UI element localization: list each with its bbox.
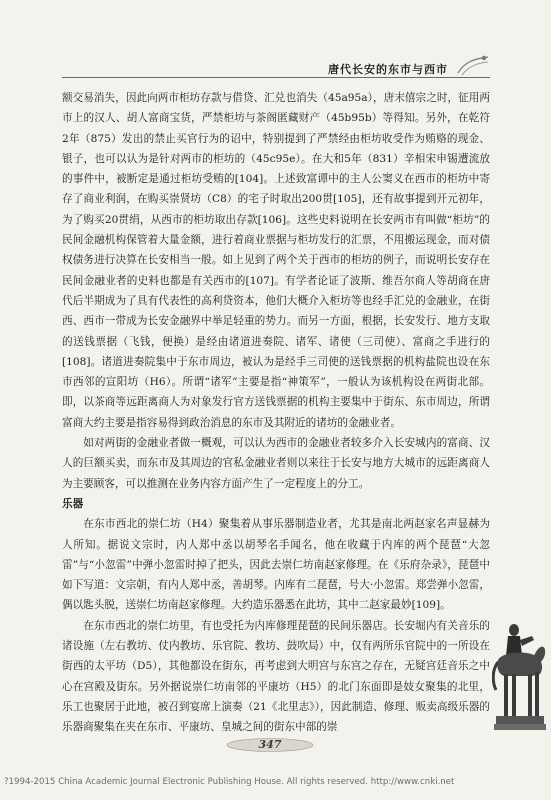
paragraph-1: 额交易消失，因此向两市柜坊存款与借贷、汇兑也消失（45a95a），唐末僖宗之时，征用两市上的汉人、胡人富商宝货，严禁柜坊与茶阁匿藏财产（45b95b）等得知。另外，在乾符2年（875）发出的禁止买官行为的诏中，特别提到了严禁经由柜坊收受作为贿赂的现金、银子，也可以认为是针对两市的柜坊的（45c95e）。在大和5年（831）辛相宋申锡遭流放的事件中，被断定是通过柜坊受贿的[104]。上述致富谭中的主人公窦义在西市的柜坊中寄存了商业利润，在购买崇贤坊（C8）的宅子时取出200贯[105]，还有故事提到开元初年，为了购买20贯绢，从西市的柜坊取出存款[106]。这些史料说明在长安两市有叫做“柜坊”的民间金融机构保管着大量金额，进行着商业票据与柜坊发行的汇票，不用搬运现金，而对债权债务进行决算在长安相当一般。如上见到了两个关于西市的柜坊的例子，而说明长安存在民间金融业者的史料也都是有关西市的[107]。有学者论证了波斯、维吾尔商人等胡商在唐代后半期成为了具有代表性的高利贷资本，他们大概介入柜坊等也经手汇兑的金融业，在街西、西市一带成为长安金融界中举足轻重的势力。而另一方面，根据，长安发行、地方支取的送钱票据（飞钱，便换）是经由诸道进奏院、诸军、诸使（三司使）、富商之手进行的[108]。诸道进奏院集中于东市周边，被认为是经手三司使的送钱票据的机构盐院也设在东市西邻的宣阳坊（H6）。所谓“诸军”主要是指“神策军”，一般认为该机构设在两街北部。即，以茶商等远距离商人为对象发行官方送钱票据的机构主要集中于街东、东市周边，所谓富商大约主要是指容易得到政治消息的东市及其附近的诸坊的金融业者。: [62, 92, 490, 429]
paragraph-3: 在东市西北的崇仁坊（H4）聚集着从事乐器制造业者，尤其是南北两赵家名声显赫为人所知。据说文宗时，内人郑中丞以胡琴名手闻名，他在收藏于内库的两个琵琶“大忽雷”与“小忽雷”中弹小忽雷时掉了把头，因此去崇仁坊南赵家修理。在《乐府杂录》，琵琶中如下写道：文宗朝，有内人郑中丞，善胡琴。内库有二琵琶，号大·小忽雷。郑尝弹小忽雷，偶以匙头脱，送崇仁坊南赵家修理。大约造乐器悉在此坊，其中二赵家最妙[109]。: [62, 518, 490, 612]
paragraph-2: 如对两街的金融业者做一概观，可以认为西市的金融业者较多介入长安城内的富商、汉人的巨额买卖，而东市及其周边的官私金融业者则以来往于长安与地方大城市的远距离商人为主要顾客，可以推测在业务内容方面产生了一定程度上的分工。: [62, 437, 490, 490]
section-heading: 乐器: [62, 497, 84, 510]
running-header: [62, 59, 490, 78]
tang-horse-rider-figurine-icon: [492, 616, 546, 736]
decorative-header-mark-icon: [456, 53, 490, 79]
paragraph-4: 在东市西北的崇仁坊里，有也受托为内库修理琵琶的民间乐器店。长安堀内有关音乐的诸设施（左右教坊、仗内教坊、乐官院、教坊、鼓吹局）中，仅有两所乐官院中的一所设在街西的太平坊（D5），其他都设在街东，再考虑到大明宫与东宫之存在，无疑宫廷音乐之中心在宫殿及街东。另外据说崇仁坊南邻的平康坊（H5）的北门东面即是妓女聚集的北里，乐工也聚居于此地，被召到宴席上演奏（21《北里志》），因此制造、修理、贩卖高级乐器的乐器商聚集在夹在东市、平康坊、皇城之间的街东中部的崇: [62, 619, 490, 734]
running-header-title: 唐代长安的东市与西市: [328, 63, 448, 76]
page-number: 347: [258, 738, 282, 751]
footer-copyright: ?1994-2015 China Academic Journal Electronic Publishing House. All rights reserved. http://www.cnki.net: [4, 777, 455, 787]
article-body: [62, 88, 490, 738]
